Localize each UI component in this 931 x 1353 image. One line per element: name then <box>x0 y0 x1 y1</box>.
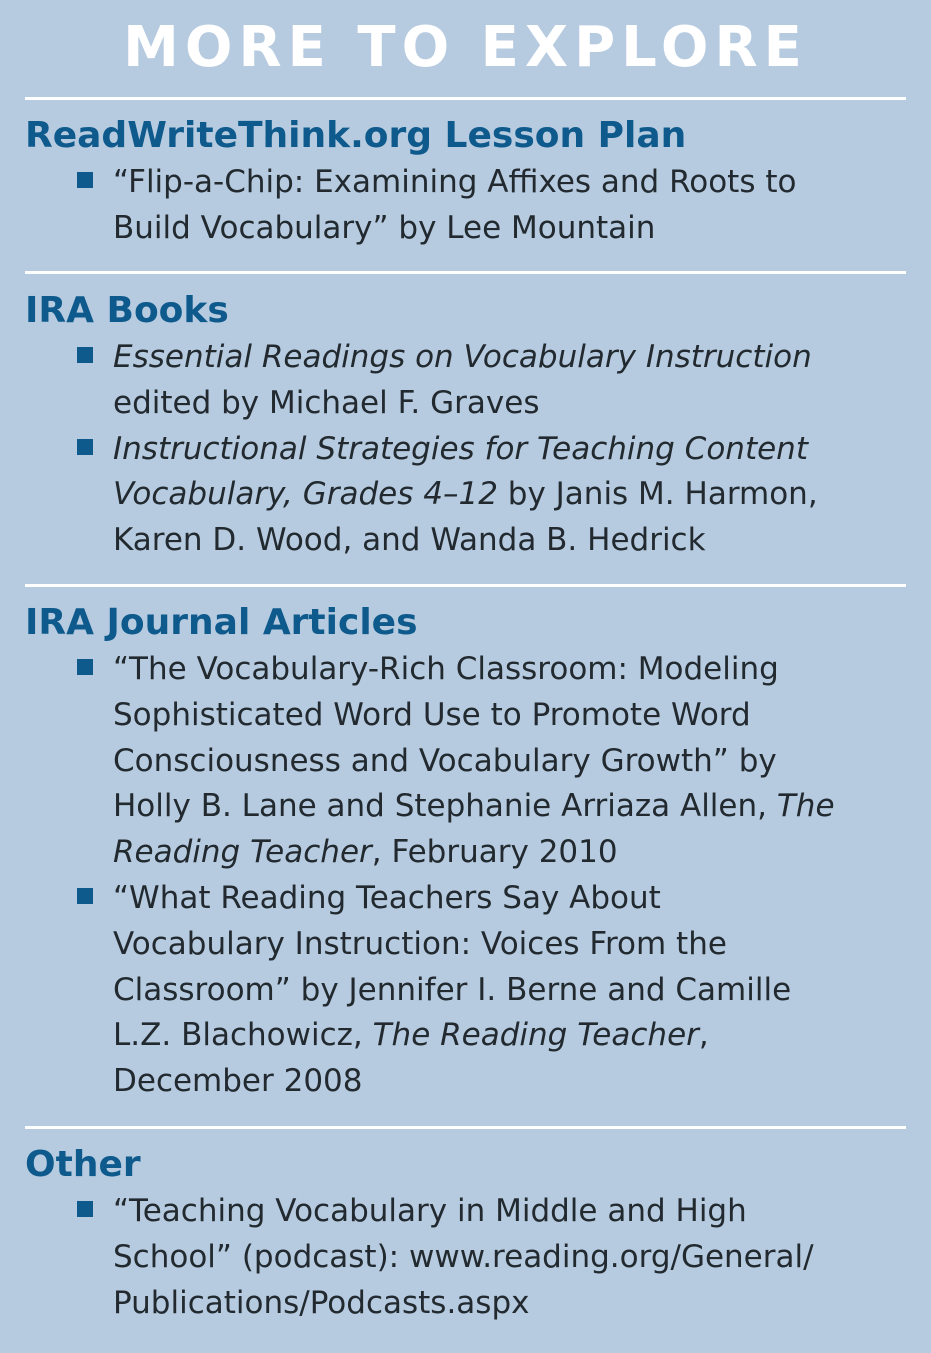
item-text-line: School” (podcast): www.reading.org/General/ <box>113 1238 814 1275</box>
section-other <box>25 1143 905 1326</box>
item-text-line: “The Vocabulary-Rich Classroom: Modeling <box>113 651 779 687</box>
journal-title: The <box>776 788 835 825</box>
section-heading: IRA Books <box>25 290 229 331</box>
item-text-line: by Janis M. Harmon, <box>497 476 818 513</box>
item-text-line: , February 2010 <box>371 834 618 871</box>
journal-title: Reading Teacher <box>113 834 372 871</box>
square-bullet-icon <box>77 659 93 675</box>
item-text-line: December 2008 <box>113 1063 363 1100</box>
section-heading: IRA Journal Articles <box>25 602 418 643</box>
item-text-line: Build Vocabulary” by Lee Mountain <box>113 209 656 246</box>
journal-title: The Reading Teacher <box>372 1017 699 1054</box>
item-text-line: “What Reading Teachers Say About <box>113 879 661 916</box>
list-item <box>25 160 905 252</box>
podcast-link-text: Publications/Podcasts.aspx <box>113 1284 530 1321</box>
section-lesson-plan <box>25 114 905 252</box>
divider-rule <box>25 271 906 274</box>
item-text-line: Holly B. Lane and Stephanie Arriaza Allen, <box>113 788 777 825</box>
item-text-line: Vocabulary Instruction: Voices From the <box>113 925 727 962</box>
square-bullet-icon <box>77 888 93 904</box>
section-heading: Other <box>25 1144 141 1185</box>
list-item <box>25 335 905 427</box>
item-list <box>25 335 905 564</box>
divider-rule <box>25 584 906 587</box>
square-bullet-icon <box>77 1201 93 1217</box>
square-bullet-icon <box>77 172 93 188</box>
book-title: Vocabulary, Grades 4–12 <box>113 476 498 513</box>
section-ira-journal-articles <box>25 601 905 1105</box>
book-title: Instructional Strategies for Teaching Content <box>113 430 808 467</box>
item-text-line: “Flip-a-Chip: Examining Affixes and Roots to <box>113 164 797 200</box>
item-list <box>25 647 905 1105</box>
book-title: Essential Readings on Vocabulary Instruction <box>113 339 812 375</box>
item-text-line: “Teaching Vocabulary in Middle and High <box>113 1193 747 1229</box>
item-text-line: Classroom” by Jennifer I. Berne and Camille <box>113 971 792 1008</box>
square-bullet-icon <box>77 347 93 363</box>
list-item <box>25 647 905 876</box>
divider-rule <box>25 97 906 100</box>
divider-rule <box>25 1126 906 1129</box>
item-text-line: Consciousness and Vocabulary Growth” by <box>113 742 777 779</box>
item-list <box>25 1189 905 1326</box>
panel-title: MORE TO EXPLORE <box>123 15 808 80</box>
item-list <box>25 160 905 252</box>
list-item <box>25 427 905 564</box>
item-text-line: , <box>698 1017 709 1054</box>
item-text-line: Sophisticated Word Use to Promote Word <box>113 696 751 733</box>
item-text-line: Karen D. Wood, and Wanda B. Hedrick <box>113 522 706 559</box>
list-item <box>25 1189 905 1326</box>
item-text-line: L.Z. Blachowicz, <box>113 1017 373 1054</box>
item-text-line: edited by Michael F. Graves <box>113 384 540 421</box>
square-bullet-icon <box>77 439 93 455</box>
section-heading: ReadWriteThink.org Lesson Plan <box>25 115 687 156</box>
section-ira-books <box>25 289 905 564</box>
list-item <box>25 876 905 1105</box>
